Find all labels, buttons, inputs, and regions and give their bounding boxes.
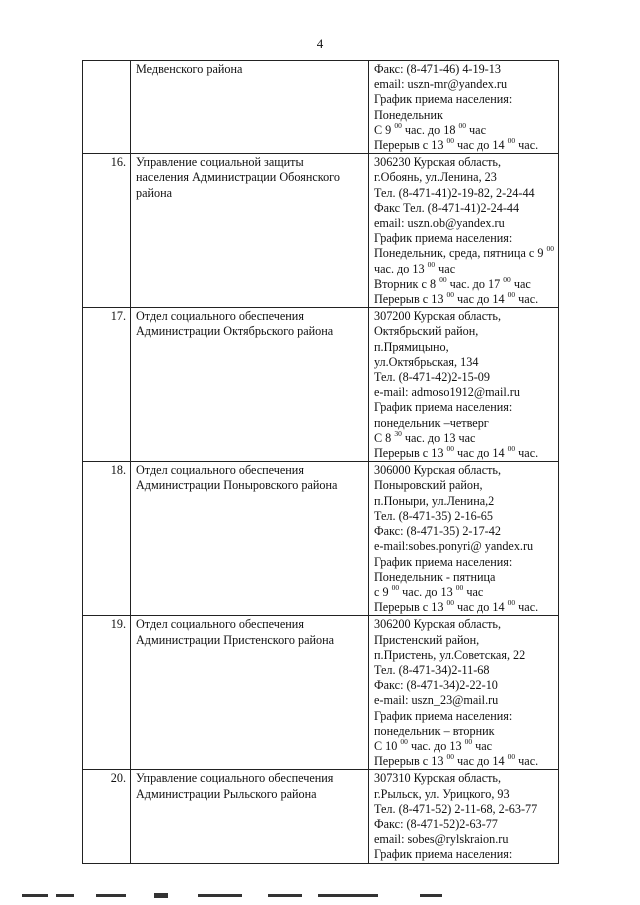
organization-name-line: Отдел социального обеспечения — [136, 463, 304, 478]
table-row — [83, 61, 559, 154]
contact-text: час — [463, 584, 484, 599]
contact-text: час — [472, 738, 493, 753]
contact-text: С 8 — [374, 430, 395, 445]
contact-text: Факс: (8-471-34)2-22-10 — [374, 678, 498, 693]
organization-name-line: Администрации Октябрьского района — [136, 324, 334, 339]
contact-details — [369, 770, 559, 863]
contact-text: час. — [515, 600, 539, 615]
organization-name-line: Управление социального обеспечения — [136, 771, 334, 786]
contact-text: час до 14 — [454, 292, 508, 307]
time-minutes-superscript: 00 — [446, 136, 454, 146]
time-minutes-superscript: 00 — [439, 274, 447, 284]
contact-text: п.Поныри, ул.Ленина,2 — [374, 493, 495, 508]
contact-text: С 10 — [374, 738, 401, 753]
contact-text: График приема населения: — [374, 400, 513, 415]
contact-text: час. до 13 — [407, 738, 465, 753]
contact-line — [374, 355, 554, 370]
time-minutes-superscript: 00 — [391, 582, 400, 592]
row-number: 18. — [83, 462, 131, 616]
row-number: 19. — [83, 616, 131, 770]
row-number: 16. — [83, 154, 131, 308]
contact-text: Тел. (8-471-41)2-19-82, 2-24-44 — [374, 185, 535, 200]
contact-line — [374, 446, 554, 461]
organization-name-line: района — [136, 185, 173, 200]
contact-text: email: uszn-mr@yandex.ru — [374, 77, 508, 92]
contact-text: час. до 18 — [401, 122, 459, 137]
contact-line — [374, 340, 554, 355]
contact-text: г.Рыльск, ул. Урицкого, 93 — [374, 786, 510, 801]
table-row — [83, 308, 559, 462]
organization-name — [131, 616, 369, 770]
contact-text: час. — [515, 446, 539, 461]
contact-line — [374, 324, 554, 339]
table-row — [83, 616, 559, 770]
contact-text: час до 14 — [454, 754, 508, 769]
page-number: 4 — [316, 36, 324, 51]
contact-text: Понедельник — [374, 107, 443, 122]
organization-name-line: Управление социальной защиты — [136, 155, 304, 170]
contact-text: Перерыв с 13 — [374, 292, 447, 307]
contact-text: График приема населения: — [374, 847, 513, 862]
contact-details — [369, 462, 559, 616]
contact-text: e-mail:sobes.ponyri@ yandex.ru — [374, 539, 534, 554]
contact-line — [374, 524, 554, 539]
contact-text: г.Обоянь, ул.Ленина, 23 — [374, 170, 497, 185]
contact-text: Перерыв с 13 — [374, 754, 447, 769]
contact-line — [374, 570, 554, 585]
time-minutes-superscript: 00 — [446, 598, 454, 608]
contact-line — [374, 231, 554, 246]
contact-text: п.Прямицыно, — [374, 339, 449, 354]
contact-text: email: uszn.ob@yandex.ru — [374, 216, 505, 231]
contact-text: час до 14 — [454, 446, 508, 461]
contact-line — [374, 847, 554, 862]
contact-line — [374, 428, 554, 446]
contact-line — [374, 693, 554, 708]
contact-line — [374, 736, 554, 754]
contact-line — [374, 463, 554, 478]
contact-line — [374, 62, 554, 77]
time-minutes-superscript: 00 — [427, 259, 436, 269]
contact-text: ул.Октябрьская, 134 — [374, 354, 479, 369]
contact-line — [374, 539, 554, 554]
contact-text: час. — [515, 754, 539, 769]
contact-text: Факс: (8-471-52)2-63-77 — [374, 816, 498, 831]
contact-text: с 9 — [374, 584, 392, 599]
scan-edge-artifact — [0, 892, 640, 900]
contact-line — [374, 400, 554, 415]
contact-text: час. — [515, 138, 539, 153]
contact-details — [369, 154, 559, 308]
contact-text: час. — [515, 292, 539, 307]
time-minutes-superscript: 30 — [394, 428, 402, 438]
contact-text: час. до 13 — [374, 261, 428, 276]
contact-line — [374, 754, 554, 769]
table-row — [83, 462, 559, 616]
organization-name — [131, 61, 369, 154]
contact-text: Перерыв с 13 — [374, 446, 447, 461]
contact-text: Перерыв с 13 — [374, 138, 447, 153]
contact-line — [374, 802, 554, 817]
contact-line — [374, 186, 554, 201]
organization-name-line: Администрации Рыльского района — [136, 786, 317, 801]
organization-name-line: Медвенского района — [136, 62, 243, 76]
contact-details — [369, 61, 559, 154]
contact-text: 307310 Курская область, — [374, 771, 502, 786]
contact-line — [374, 155, 554, 170]
contact-text: понедельник – вторник — [374, 723, 495, 738]
contact-text: 306000 Курская область, — [374, 463, 502, 478]
organization-name — [131, 462, 369, 616]
contact-line — [374, 771, 554, 786]
contact-line — [374, 709, 554, 724]
contact-line — [374, 370, 554, 385]
contact-line — [374, 600, 554, 615]
contact-text: Понедельник - пятница — [374, 569, 496, 584]
contact-line — [374, 555, 554, 570]
contact-text: График приема населения: — [374, 708, 513, 723]
contact-line — [374, 817, 554, 832]
contact-line — [374, 663, 554, 678]
time-minutes-superscript: 00 — [446, 752, 454, 762]
contact-line — [374, 274, 554, 292]
contact-text: час до 14 — [454, 600, 508, 615]
contact-line — [374, 77, 554, 92]
contact-text: График приема населения: — [374, 554, 513, 569]
contact-text: час. до 13 час — [401, 430, 476, 445]
contact-text: час. до 17 — [446, 276, 504, 291]
contact-text: Пристенский район, — [374, 632, 480, 647]
time-minutes-superscript: 00 — [458, 120, 466, 130]
organization-name-line: Отдел социального обеспечения — [136, 617, 304, 632]
contact-text: График приема населения: — [374, 92, 513, 107]
time-minutes-superscript: 00 — [446, 444, 454, 454]
organization-name-line: Отдел социального обеспечения — [136, 309, 304, 324]
organization-name-line: населения Администрации Обоянского — [136, 170, 340, 185]
table-row — [83, 770, 559, 863]
contact-text: e-mail: uszn_23@mail.ru — [374, 693, 499, 708]
time-minutes-superscript: 00 — [507, 752, 516, 762]
contact-line — [374, 259, 554, 277]
contact-line — [374, 678, 554, 693]
contact-text: п.Пристень, ул.Советская, 22 — [374, 647, 526, 662]
time-minutes-superscript: 00 — [400, 736, 408, 746]
contact-line — [374, 120, 554, 138]
contacts-table — [82, 60, 559, 864]
contact-text: График приема населения: — [374, 231, 513, 246]
contact-text: Поныровский район, — [374, 478, 483, 493]
contact-line — [374, 92, 554, 107]
contact-text: email: sobes@rylskraion.ru — [374, 832, 509, 847]
contact-line — [374, 509, 554, 524]
contact-text: час. до 13 — [399, 584, 456, 599]
contact-line — [374, 138, 554, 153]
contact-line — [374, 309, 554, 324]
time-minutes-superscript: 00 — [507, 290, 516, 300]
contact-text: час — [435, 261, 456, 276]
organization-name — [131, 308, 369, 462]
time-minutes-superscript: 00 — [507, 444, 516, 454]
contact-line — [374, 832, 554, 847]
contact-line — [374, 292, 554, 307]
contact-text: час — [466, 122, 486, 137]
contact-line — [374, 787, 554, 802]
contact-text: Факс: (8-471-46) 4-19-13 — [374, 62, 501, 76]
contact-text: Тел. (8-471-52) 2-11-68, 2-63-77 — [374, 801, 538, 816]
organization-name-line: Администрации Поныровского района — [136, 478, 338, 493]
time-minutes-superscript: 00 — [507, 598, 516, 608]
contact-text: Тел. (8-471-35) 2-16-65 — [374, 508, 493, 523]
contact-text: Октябрьский район, — [374, 324, 479, 339]
contact-line — [374, 201, 554, 216]
contact-text: понедельник –четверг — [374, 415, 489, 430]
contact-line — [374, 582, 554, 600]
contact-text: Факс: (8-471-35) 2-17-42 — [374, 524, 501, 539]
row-number — [83, 61, 131, 154]
row-number: 20. — [83, 770, 131, 863]
contact-text: Понедельник, среда, пятница с 9 — [374, 246, 547, 261]
row-number: 17. — [83, 308, 131, 462]
contact-line — [374, 170, 554, 185]
contact-text: 306230 Курская область, — [374, 155, 502, 170]
contact-line — [374, 385, 554, 400]
time-minutes-superscript: 00 — [446, 290, 454, 300]
contact-line — [374, 478, 554, 493]
contact-text: Факс Тел. (8-471-41)2-24-44 — [374, 200, 520, 215]
contact-text: час — [510, 276, 531, 291]
contact-line — [374, 617, 554, 632]
contact-text: Вторник с 8 — [374, 276, 440, 291]
contact-text: 307200 Курская область, — [374, 309, 502, 324]
organization-name — [131, 154, 369, 308]
contact-text: e-mail: admoso1912@mail.ru — [374, 385, 520, 400]
contact-text: Перерыв с 13 — [374, 600, 447, 615]
contact-details — [369, 308, 559, 462]
contact-text: С 9 — [374, 122, 395, 137]
contact-line — [374, 246, 554, 261]
time-minutes-superscript: 00 — [455, 582, 464, 592]
contact-text: 306200 Курская область, — [374, 617, 502, 632]
time-minutes-superscript: 00 — [464, 736, 473, 746]
contact-line — [374, 216, 554, 231]
time-minutes-superscript: 00 — [394, 120, 402, 130]
table-body — [83, 61, 559, 864]
contact-line — [374, 648, 554, 663]
organization-name-line: Администрации Пристенского района — [136, 632, 335, 647]
contact-details — [369, 616, 559, 770]
time-minutes-superscript: 00 — [546, 244, 555, 254]
contact-line — [374, 633, 554, 648]
time-minutes-superscript: 00 — [507, 136, 516, 146]
time-minutes-superscript: 00 — [503, 274, 511, 284]
organization-name — [131, 770, 369, 863]
table-row — [83, 154, 559, 308]
contact-line — [374, 494, 554, 509]
contact-text: Тел. (8-471-42)2-15-09 — [374, 370, 490, 385]
contact-text: Тел. (8-471-34)2-11-68 — [374, 662, 490, 677]
contact-text: час до 14 — [454, 138, 508, 153]
